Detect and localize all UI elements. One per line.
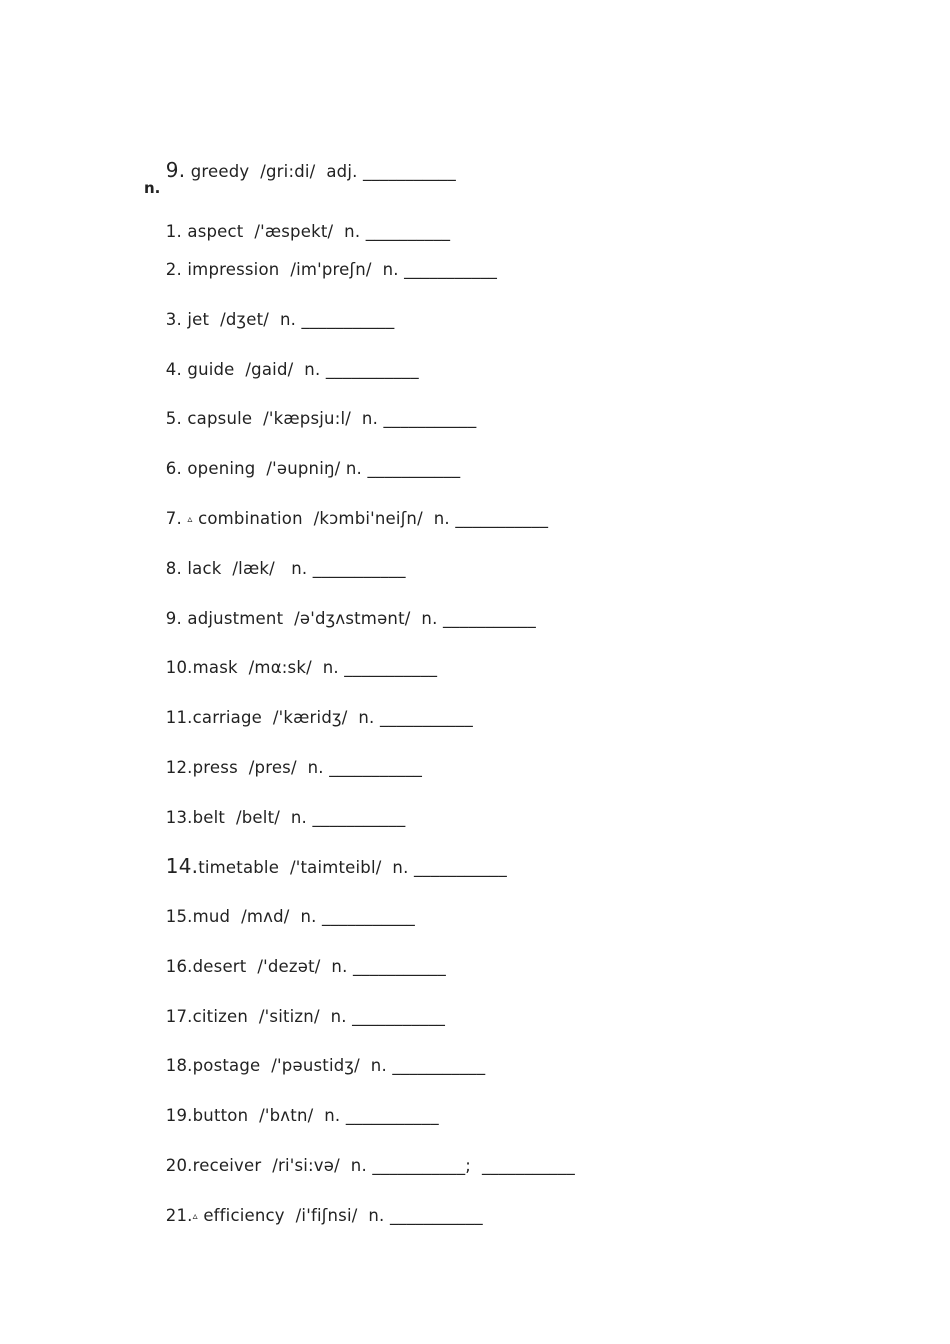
item-pos: n.	[370, 1056, 387, 1075]
item-phonetic: /i'fiʃnsi/	[295, 1206, 358, 1225]
answer-blank: ___________	[455, 509, 549, 528]
item-word: opening	[187, 459, 256, 478]
item-phonetic: /mʌd/	[241, 907, 290, 926]
answer-blank: ___________	[392, 1056, 486, 1075]
item-word: button	[192, 1106, 249, 1125]
vocab-line-greedy	[144, 140, 456, 202]
answer-blank: ___________	[312, 559, 406, 578]
item-phonetic: /gaid/	[245, 360, 294, 379]
item-word: aspect	[187, 222, 244, 241]
item-number: 1.	[165, 222, 182, 241]
item-number: 7.	[165, 509, 182, 528]
item-word: lack	[187, 559, 222, 578]
answer-blank: ___________;	[372, 1156, 472, 1175]
item-word: combination	[198, 509, 303, 528]
item-pos: n.	[307, 758, 324, 777]
item-number: 20.	[165, 1156, 193, 1175]
item-word: efficiency	[203, 1206, 285, 1225]
item-number: 21.	[165, 1206, 193, 1225]
item-number: 11.	[165, 708, 193, 727]
item-number: 4.	[165, 360, 182, 379]
item-phonetic: /gri:di/	[260, 162, 316, 181]
item-word: impression	[187, 260, 280, 279]
answer-blank: ___________	[383, 409, 477, 428]
item-word: desert	[192, 957, 247, 976]
answer-blank: ___________	[442, 609, 536, 628]
answer-blank: ___________	[312, 808, 406, 827]
answer-blank: ___________	[352, 1007, 446, 1026]
answer-blank: ___________	[345, 1106, 439, 1125]
item-number: 6.	[165, 459, 182, 478]
answer-blank: ___________	[404, 260, 498, 279]
item-pos: n.	[361, 409, 379, 428]
item-number: 14.	[165, 854, 199, 878]
item-phonetic: /'pəustidʒ/	[271, 1056, 360, 1075]
item-pos: n.	[300, 907, 317, 926]
item-word: postage	[192, 1056, 261, 1075]
answer-blank: ___________	[367, 459, 461, 478]
item-pos: n.	[345, 459, 362, 478]
item-phonetic: /dʒet/	[220, 310, 270, 329]
item-phonetic: /mα:sk/	[248, 658, 312, 677]
item-word: timetable	[198, 858, 280, 877]
item-word: guide	[187, 360, 235, 379]
item-word: belt	[192, 808, 226, 827]
item-number: 9.	[165, 609, 182, 628]
triangle-marker-icon: ▵	[187, 514, 193, 525]
item-number: 12.	[165, 758, 193, 777]
answer-blank: ___________	[325, 360, 419, 379]
item-phonetic: /'əupniŋ/	[266, 459, 341, 478]
item-pos: n.	[350, 1156, 367, 1175]
section-heading: n.	[144, 179, 161, 197]
item-number: 17.	[165, 1007, 193, 1026]
item-number: 2.	[165, 260, 182, 279]
item-word: mask	[192, 658, 238, 677]
answer-blank: ___________	[329, 758, 423, 777]
item-pos: n.	[358, 708, 375, 727]
item-phonetic: /ə'dʒʌstmənt/	[294, 609, 411, 628]
item-phonetic: /'æspekt/	[254, 222, 334, 241]
item-phonetic: /'kæpsju:l/	[263, 409, 352, 428]
answer-blank: ___________	[344, 658, 438, 677]
answer-blank: ___________	[389, 1206, 483, 1225]
triangle-marker-icon: ▵	[192, 1211, 198, 1222]
item-word: adjustment	[187, 609, 284, 628]
item-pos: n.	[331, 957, 348, 976]
item-pos: n.	[291, 559, 308, 578]
item-pos: n.	[421, 609, 438, 628]
answer-blank: ___________	[379, 708, 473, 727]
item-number: 9.	[165, 158, 186, 182]
item-word: receiver	[192, 1156, 262, 1175]
item-number: 16.	[165, 957, 193, 976]
item-phonetic: /'bʌtn/	[259, 1106, 314, 1125]
item-word: press	[192, 758, 238, 777]
vocab-line-efficiency	[144, 1186, 483, 1247]
item-word: greedy	[190, 162, 250, 181]
item-number: 3.	[165, 310, 182, 329]
item-number: 10.	[165, 658, 193, 677]
item-number: 19.	[165, 1106, 193, 1125]
item-word: jet	[187, 310, 210, 329]
item-pos: n.	[344, 222, 361, 241]
item-phonetic: /ri'si:və/	[272, 1156, 340, 1175]
item-number: 15.	[165, 907, 193, 926]
item-phonetic: /'dezət/	[257, 957, 321, 976]
item-pos: n.	[392, 858, 409, 877]
item-pos: n.	[324, 1106, 341, 1125]
item-pos: n.	[330, 1007, 347, 1026]
item-number: 18.	[165, 1056, 193, 1075]
item-phonetic: /belt/	[236, 808, 280, 827]
item-pos: n.	[368, 1206, 385, 1225]
item-number: 13.	[165, 808, 193, 827]
answer-blank: __________	[365, 222, 451, 241]
item-pos: n.	[322, 658, 339, 677]
item-phonetic: /læk/	[232, 559, 275, 578]
answer-blank: ___________	[301, 310, 395, 329]
item-pos: n.	[382, 260, 399, 279]
item-number: 5.	[165, 409, 182, 428]
answer-blank: ___________	[413, 858, 507, 877]
item-word: capsule	[187, 409, 253, 428]
item-word: mud	[192, 907, 231, 926]
item-pos: n.	[433, 509, 450, 528]
item-phonetic: /'sitizn/	[258, 1007, 320, 1026]
item-word: citizen	[192, 1007, 249, 1026]
item-phonetic: /kɔmbi'neiʃn/	[313, 509, 423, 528]
item-phonetic: /pres/	[248, 758, 297, 777]
item-number: 8.	[165, 559, 182, 578]
item-word: carriage	[192, 708, 263, 727]
item-phonetic: /'kæridʒ/	[272, 708, 348, 727]
item-phonetic: /'taimteibl/	[289, 858, 382, 877]
item-pos: n.	[304, 360, 321, 379]
item-phonetic: /im'preʃn/	[290, 260, 372, 279]
answer-blank: ___________	[352, 957, 446, 976]
item-pos: n.	[279, 310, 297, 329]
answer-blank-second: ___________	[481, 1156, 575, 1175]
item-pos: adj.	[326, 162, 358, 181]
answer-blank: ___________	[322, 907, 415, 926]
item-pos: n.	[290, 808, 307, 827]
answer-blank: ___________	[363, 162, 456, 181]
